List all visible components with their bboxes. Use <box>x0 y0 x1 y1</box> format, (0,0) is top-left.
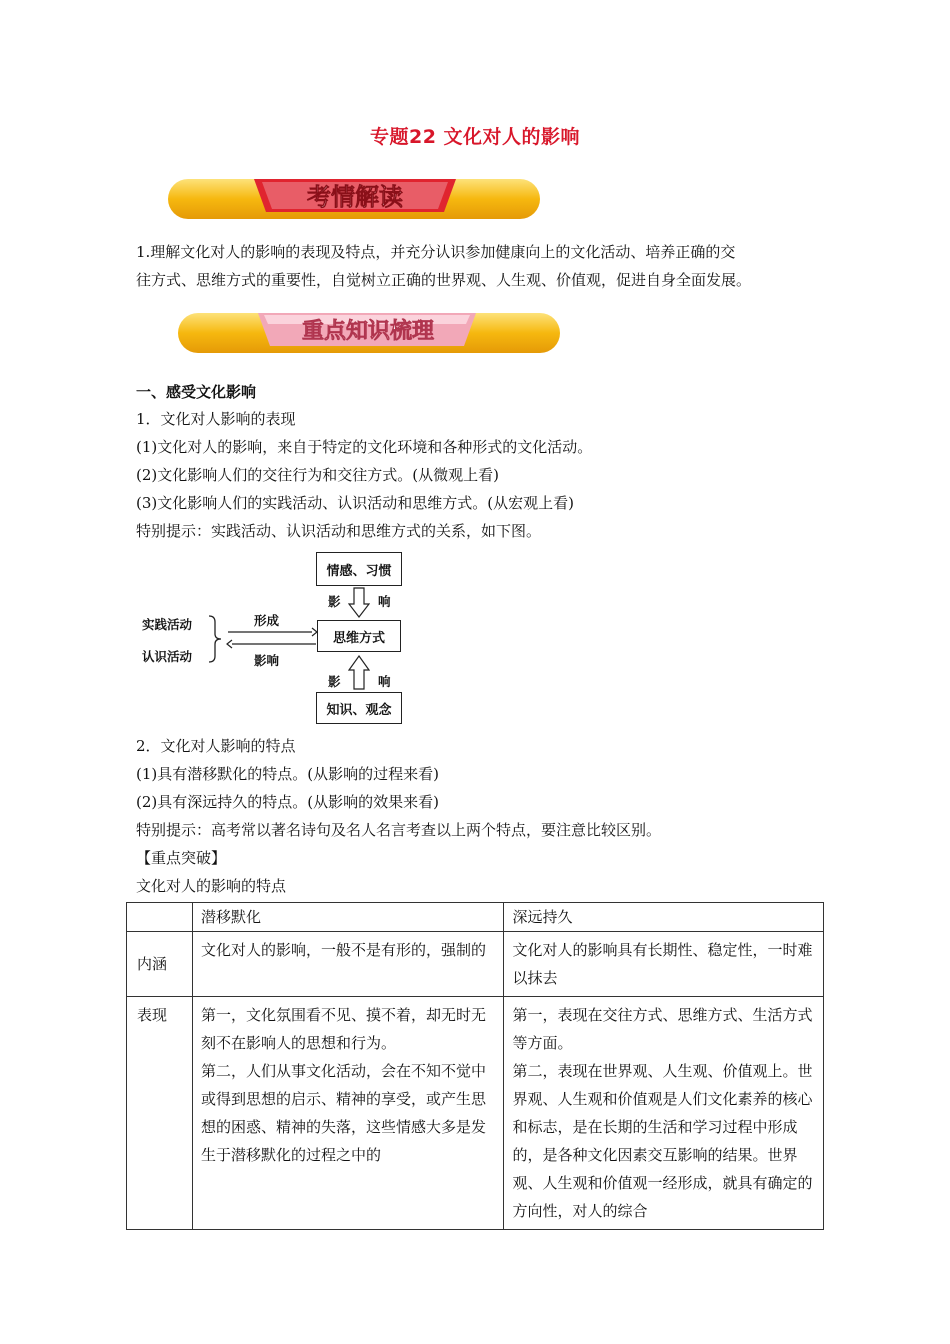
table-caption: 文化对人的影响的特点 <box>136 877 287 895</box>
cell-paragraph: 第一，文化氛围看不见、摸不着，却无时无刻不在影响人的思想和行为。 <box>200 1006 486 1052</box>
knowledge-banner-text: 重点知识梳理 <box>301 319 435 344</box>
influence-label-bottom-left: 影 <box>328 674 341 689</box>
bidirectional-arrows-icon <box>226 626 318 650</box>
table-header-row <box>127 903 824 932</box>
cognitive-activity-label: 认识活动 <box>142 649 193 664</box>
brace-icon <box>206 614 224 664</box>
special-tip: 特别提示：实践活动、认识活动和思维方式的关系，如下图。 <box>136 522 542 540</box>
section-heading: 一、感受文化影响 <box>136 383 257 401</box>
page-title: 专题22 文化对人的影响 <box>369 126 581 148</box>
intro-line-1: 1.理解文化对人的影响的表现及特点，并充分认识参加健康向上的文化活动、培养正确的交 <box>136 243 736 261</box>
knowledge-banner <box>176 310 562 356</box>
header-cell: 潜移默化 <box>192 903 504 932</box>
form-label: 形成 <box>254 613 280 628</box>
table-cell <box>504 997 824 1230</box>
exam-banner <box>166 176 542 222</box>
table-row <box>127 997 824 1230</box>
knowledge-concept-box: 知识、观念 <box>316 692 402 724</box>
exam-banner-text: 考情解读 <box>307 183 403 211</box>
breakthrough-heading: 【重点突破】 <box>136 849 227 867</box>
row-label: 表现 <box>127 997 193 1230</box>
table-cell: 文化对人的影响具有长期性、稳定性，一时难以抹去 <box>504 932 824 997</box>
influence-label: 影响 <box>254 653 280 668</box>
header-cell: 深远持久 <box>504 903 824 932</box>
influence-label-top-right: 响 <box>378 594 391 609</box>
list-item: (3)文化影响人们的实践活动、认识活动和思维方式。(从宏观上看) <box>136 494 574 512</box>
list-item: (2)文化影响人们的交往行为和交往方式。(从微观上看) <box>136 466 499 484</box>
table-cell <box>192 997 504 1230</box>
subheading-manifestation: 1．文化对人影响的表现 <box>136 410 296 428</box>
row-label: 内涵 <box>127 932 193 997</box>
list-item: (2)具有深远持久的特点。(从影响的效果来看) <box>136 793 439 811</box>
arrow-down-icon <box>348 587 370 619</box>
cell-paragraph: 第二，表现在世界观、人生观、价值观上。世界观、人生观和价值观是人们文化素养的核心和标志，是在长期的生活和学习过程中形成的，是各种文化因素交互影响的结果。世界观、人生观和价值观一经形成，就具有确定的方向性，对人的综合 <box>512 1062 813 1220</box>
cell-paragraph: 第二，人们从事文化活动，会在不知不觉中或得到思想的启示、精神的享受，或产生思想的困惑、精神的失落，这些情感大多是发生于潜移默化的过程之中的 <box>200 1062 486 1164</box>
header-cell-empty <box>127 903 193 932</box>
list-item: (1)文化对人的影响，来自于特定的文化环境和各种形式的文化活动。 <box>136 438 593 456</box>
intro-line-2: 往方式、思维方式的重要性，自觉树立正确的世界观、人生观、价值观，促进自身全面发展。 <box>136 271 752 289</box>
practice-activity-label: 实践活动 <box>142 617 193 632</box>
table-row <box>127 932 824 997</box>
comparison-table <box>126 902 824 1230</box>
influence-label-top-left: 影 <box>328 594 341 609</box>
emotion-habit-box: 情感、习惯 <box>316 552 402 586</box>
list-item: (1)具有潜移默化的特点。(从影响的过程来看) <box>136 765 439 783</box>
subheading-features: 2．文化对人影响的特点 <box>136 737 296 755</box>
cell-paragraph: 第一，表现在交往方式、思维方式、生活方式等方面。 <box>512 1006 813 1052</box>
influence-label-bottom-right: 响 <box>378 674 391 689</box>
table-cell: 文化对人的影响，一般不是有形的，强制的 <box>192 932 504 997</box>
arrow-up-icon <box>348 654 370 690</box>
special-tip: 特别提示：高考常以著名诗句及名人名言考查以上两个特点，要注意比较区别。 <box>136 821 662 839</box>
thinking-mode-box: 思维方式 <box>317 620 401 652</box>
